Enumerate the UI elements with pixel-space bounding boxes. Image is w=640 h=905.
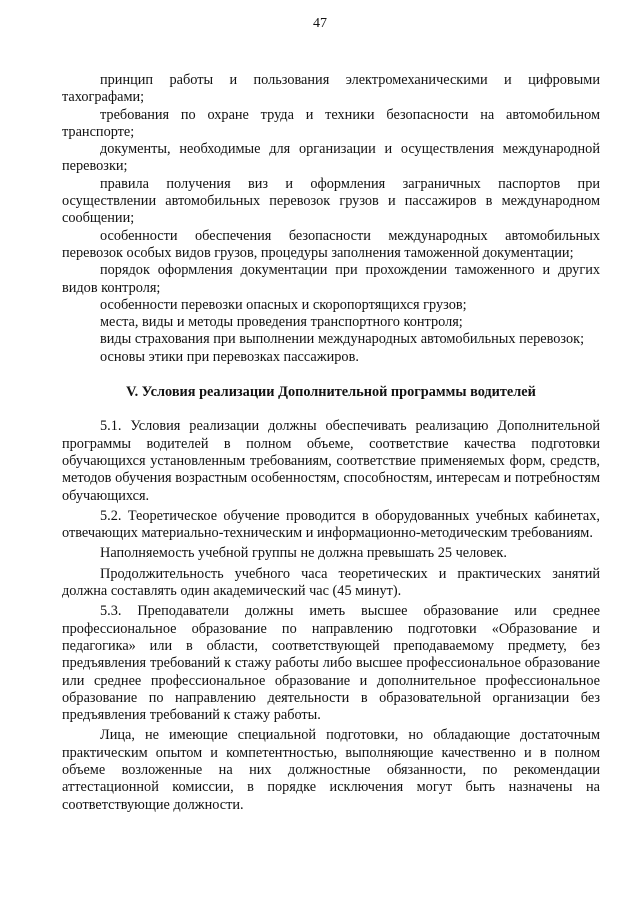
paragraph: 5.3. Преподаватели должны иметь высшее образование или среднее профессиональное образование по направлению подготовки «Образование и педагогика» или в области, соответствующей преподаваемому предмету, без предъявления требований к стажу работы либо высшее профессиональное образование или среднее профессиональное образование и дополнительное профессиональное образование по направлению деятельности в образовательной организации без предъявления требований к стажу работы. [62,603,600,724]
section-heading: V. Условия реализации Дополнительной программы водителей [126,384,536,401]
list-item: основы этики при перевозках пассажиров. [100,348,359,365]
list-item: особенности перевозки опасных и скоропортящихся грузов; [100,296,467,313]
document-body [62,72,600,814]
list-item: принцип работы и пользования электромеханическими и цифровыми тахографами; [62,72,600,106]
list-item: порядок оформления документации при прохождении таможенного и других видов контроля; [62,262,600,296]
list-item: виды страхования при выполнении международных автомобильных перевозок; [100,331,585,348]
section-paragraphs [62,418,600,814]
paragraph: Лица, не имеющие специальной подготовки, но обладающие достаточным практическим опытом и компетентностью, выполняющие качественно и в полном объеме возложенные на них должностные обязанности, по рекомендации аттестационной комиссии, в порядке исключения могут быть назначены на соответствующие должности. [62,727,600,813]
list-item: правила получения виз и оформления заграничных паспортов при осуществлении автомобильных перевозок грузов и пассажиров в международном сообщении; [62,175,600,227]
list-item: требования по охране труда и техники безопасности на автомобильном транспорте; [62,106,600,140]
page-number: 47 [313,16,327,31]
paragraph: Наполняемость учебной группы не должна превышать 25 человек. [100,545,507,562]
paragraph: 5.1. Условия реализации должны обеспечивать реализацию Дополнительной программы водителей в полном объеме, соответствие качества подготовки обучающихся установленным требованиям, соответствие применяемых форм, средств, методов обучения возрастным особенностям, способностям, интересам и потребностям обучающихся. [62,418,600,504]
requirements-list [62,72,600,366]
list-item: документы, необходимые для организации и осуществления международной перевозки; [62,141,600,175]
list-item: особенности обеспечения безопасности международных автомобильных перевозок особых видов грузов, процедуры заполнения таможенной документации; [62,227,600,261]
paragraph: 5.2. Теоретическое обучение проводится в оборудованных учебных кабинетах, отвечающих материально-техническим и информационно-методическим требованиям. [62,507,600,542]
list-item: места, виды и методы проведения транспортного контроля; [100,314,463,331]
paragraph: Продолжительность учебного часа теоретических и практических занятий должна составлять один академический час (45 минут). [62,565,600,600]
